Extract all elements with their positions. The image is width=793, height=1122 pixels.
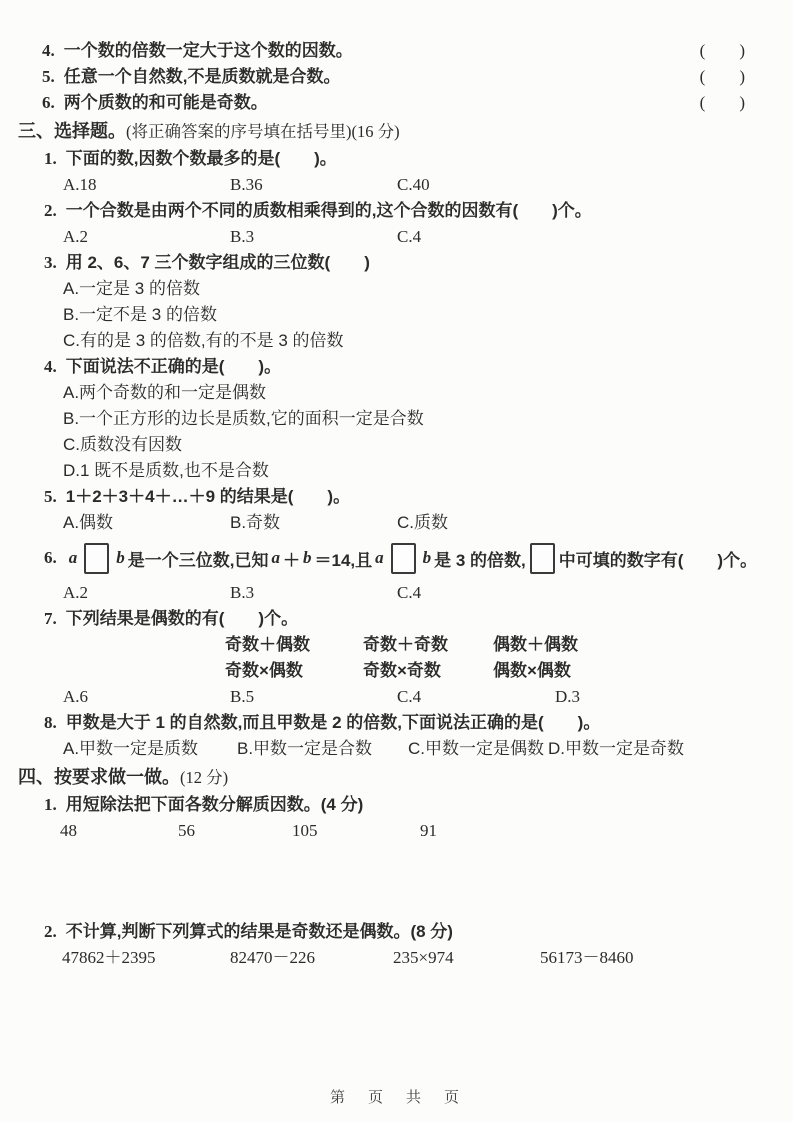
task-text: 用短除法把下面各数分解质因数。(4 分) [65,795,364,814]
option-d: D.1 既不是质数,也不是合数 [63,461,269,480]
question-1 [0,146,793,172]
question-text: 下面说法不正确的是( )。 [65,357,282,376]
question-text: 甲数是大于 1 的自然数,而且甲数是 2 的倍数,下面说法正确的是( )。 [65,713,601,732]
plus-sign: ＋ [282,550,300,570]
option-b: B.5 [230,687,255,706]
factor-number: 91 [420,821,437,840]
question-text-segment: 是一个三位数,已知 [127,550,269,570]
judge-item-6 [0,90,793,116]
variable-b: b [422,548,432,567]
section-note: (12 分) [180,768,229,787]
question-3-option-c [0,328,793,354]
question-text: 用 2、6、7 三个数字组成的三位数( ) [65,253,370,272]
option-c: C.40 [397,175,430,194]
option-b: B.36 [230,175,263,194]
option-a: A.两个奇数的和一定是偶数 [63,383,267,402]
question-2-options [0,224,793,250]
page-footer: 第 页 共 页 [329,1089,463,1106]
option-c: C.质数 [397,513,448,532]
question-4-option-b [0,406,793,432]
section-do-header [0,762,793,792]
question-7 [0,606,793,632]
factor-number: 56 [178,821,195,840]
judge-item-text: 两个质数的和可能是奇数。 [63,93,268,112]
question-3-option-b [0,302,793,328]
question-number: 6. [44,548,57,567]
task-number: 1. [44,795,57,814]
question-4 [0,354,793,380]
option-c: C.甲数一定是偶数 [408,739,544,758]
section-title: 三、选择题。 [18,121,126,141]
option-b: B.一个正方形的边长是质数,它的面积一定是合数 [63,409,424,428]
question-text: 1＋2＋3＋4＋…＋9 的结果是( )。 [65,487,351,506]
option-b: B.甲数一定是合数 [237,739,373,758]
option-a: A.甲数一定是质数 [63,739,199,758]
option-c: C.4 [397,687,422,706]
option-c: C.4 [397,583,422,602]
expression: 奇数×偶数 [225,661,303,680]
option-d: D.甲数一定是奇数 [548,739,684,758]
judge-item-text: 一个数的倍数一定大于这个数的因数。 [63,41,353,60]
arithmetic-expression: 47862＋2395 [62,948,156,967]
task-number: 2. [44,922,57,941]
expression: 偶数×偶数 [493,661,571,680]
fill-box [84,543,109,574]
question-4-option-a [0,380,793,406]
question-2 [0,198,793,224]
question-text-segment: 中可填的数字有( )个。 [558,550,758,570]
question-text: 下列结果是偶数的有( )个。 [65,609,299,628]
judge-item-number: 6. [42,93,55,112]
task-text: 不计算,判断下列算式的结果是奇数还是偶数。(8 分) [65,922,453,941]
question-4-option-d [0,458,793,484]
question-number: 3. [44,253,57,272]
factor-number: 48 [60,821,77,840]
question-5-options [0,510,793,536]
arithmetic-expression: 235×974 [393,948,454,967]
section-note: (将正确答案的序号填在括号里)(16 分) [126,122,400,141]
fill-box [530,543,555,574]
judge-item-5 [0,64,793,90]
option-a: A.偶数 [63,513,114,532]
question-number: 2. [44,201,57,220]
task-1-numbers [0,818,793,844]
option-c: C.有的是 3 的倍数,有的不是 3 的倍数 [63,331,344,350]
expression: 奇数×奇数 [363,661,441,680]
option-b: B.奇数 [230,513,281,532]
variable-a: a [68,548,78,567]
option-b: B.3 [230,227,255,246]
question-7-options [0,684,793,710]
question-3 [0,250,793,276]
arithmetic-expression: 56173－8460 [540,948,634,967]
option-a: A.2 [63,583,89,602]
option-b: B.一定不是 3 的倍数 [63,305,217,324]
variable-a: a [375,548,384,567]
expression: 奇数＋奇数 [363,635,448,654]
question-text: 下面的数,因数个数最多的是( )。 [65,149,337,168]
work-area [0,844,793,919]
question-5 [0,484,793,510]
question-number: 1. [44,149,57,168]
factor-number: 105 [292,821,318,840]
judge-item-4 [0,38,793,64]
option-a: A.6 [63,687,89,706]
question-number: 5. [44,487,57,506]
option-b: B.3 [230,583,255,602]
task-2 [0,919,793,945]
question-number: 4. [44,357,57,376]
question-7-expressions-row1 [0,632,793,658]
question-number: 7. [44,609,57,628]
answer-blank: ( ) [699,67,745,86]
question-3-option-a [0,276,793,302]
answer-blank: ( ) [699,93,745,112]
section-choice-header [0,116,793,146]
question-8-options [0,736,793,762]
question-text-segment: ＝14,且 [314,550,373,570]
option-a: A.一定是 3 的倍数 [63,279,200,298]
expression: 奇数＋偶数 [225,635,310,654]
variable-b: b [116,548,125,567]
answer-blank: ( ) [699,41,745,60]
option-a: A.2 [63,227,89,246]
question-8 [0,710,793,736]
judge-item-number: 5. [42,67,55,86]
question-4-option-c [0,432,793,458]
variable-b: b [302,548,312,567]
arithmetic-expression: 82470－226 [230,948,315,967]
question-7-expressions-row2 [0,658,793,684]
fill-box [391,543,416,574]
question-6-options [0,580,793,606]
option-c: C.4 [397,227,422,246]
task-1 [0,792,793,818]
section-title: 四、按要求做一做。 [18,767,180,787]
option-c: C.质数没有因数 [63,435,182,454]
option-a: A.18 [63,175,97,194]
variable-a: a [271,548,280,567]
expression: 偶数＋偶数 [493,635,578,654]
task-2-expressions [0,945,793,971]
question-text-segment: 是 3 的倍数, [434,550,526,570]
question-text: 一个合数是由两个不同的质数相乘得到的,这个合数的因数有( )个。 [65,201,592,220]
judge-item-number: 4. [42,41,55,60]
question-6 [0,536,793,580]
option-d: D.3 [555,687,581,706]
judge-item-text: 任意一个自然数,不是质数就是合数。 [63,67,341,86]
question-number: 8. [44,713,57,732]
question-1-options [0,172,793,198]
